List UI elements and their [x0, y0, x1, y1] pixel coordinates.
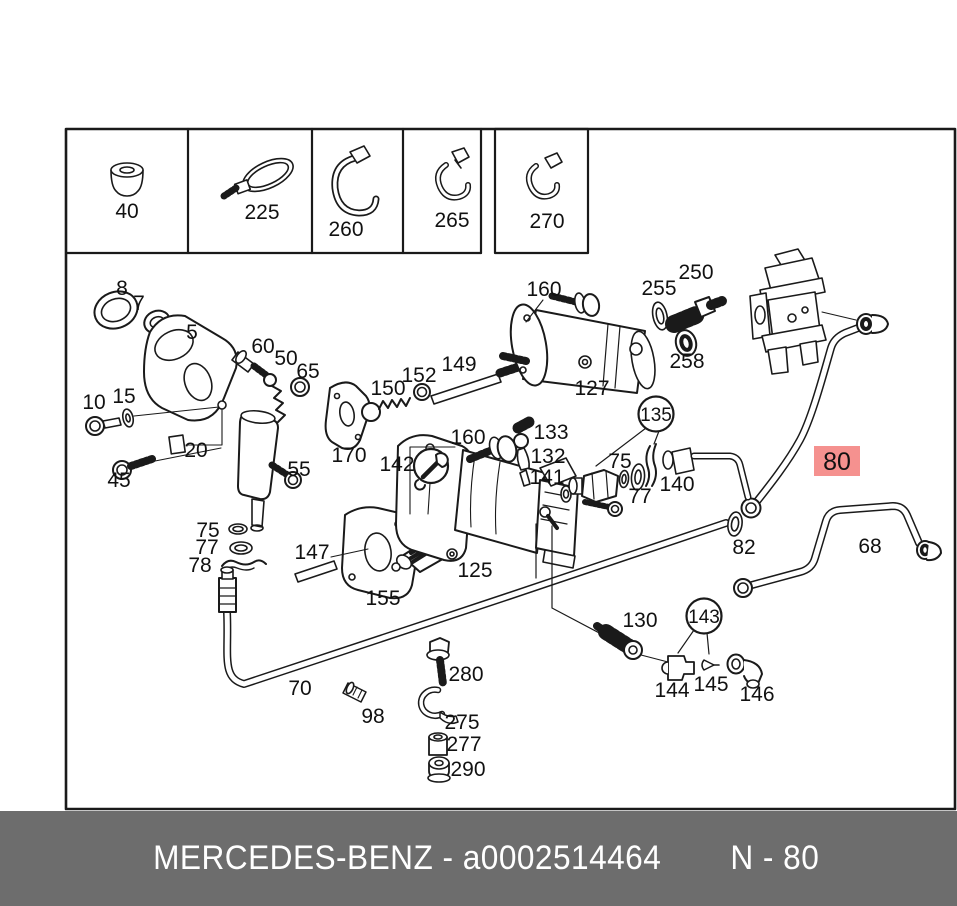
part-label-277[interactable]: 277	[446, 733, 482, 756]
fitting-250	[674, 297, 722, 324]
clamp-265-icon	[438, 148, 469, 198]
part-label-68[interactable]: 68	[858, 535, 882, 558]
cone-145	[702, 660, 719, 670]
part-label-45[interactable]: 45	[107, 469, 131, 492]
nut-290	[428, 757, 450, 782]
part-label-225[interactable]: 225	[244, 201, 280, 224]
clamp-260-icon	[335, 146, 376, 213]
part-label-125[interactable]: 125	[457, 559, 493, 582]
part-label-55[interactable]: 55	[287, 458, 311, 481]
cable-tie-225-icon	[224, 152, 298, 198]
part-label-80[interactable]: 80	[823, 448, 851, 476]
part-label-258[interactable]: 258	[669, 350, 705, 373]
part-label-140[interactable]: 140	[659, 473, 695, 496]
part-label-135[interactable]: 135	[640, 405, 672, 426]
part-label-5[interactable]: 5	[186, 321, 198, 344]
caption-sheet-ref: N - 80	[730, 839, 820, 877]
part-label-10[interactable]: 10	[82, 391, 106, 414]
part-label-144[interactable]: 144	[654, 679, 690, 702]
part-label-70[interactable]: 70	[288, 677, 312, 700]
bolt-280	[427, 638, 449, 684]
pipe-68	[734, 506, 941, 597]
part-label-150[interactable]: 150	[370, 377, 406, 400]
spacer-277	[429, 733, 447, 755]
part-label-50[interactable]: 50	[274, 347, 298, 370]
part-label-127[interactable]: 127	[574, 377, 610, 400]
part-label-250[interactable]: 250	[678, 261, 714, 284]
bolt-10	[86, 417, 121, 435]
washer-15	[121, 408, 135, 428]
part-label-65[interactable]: 65	[296, 360, 320, 383]
part-label-75[interactable]: 75	[608, 450, 632, 473]
part-label-142[interactable]: 142	[379, 453, 415, 476]
part-label-7[interactable]: 7	[133, 292, 145, 315]
part-label-40[interactable]: 40	[115, 200, 139, 223]
part-label-78[interactable]: 78	[188, 554, 212, 577]
part-label-290[interactable]: 290	[450, 758, 486, 781]
part-label-260[interactable]: 260	[328, 218, 364, 241]
part-label-77[interactable]: 77	[628, 485, 652, 508]
clip-144	[662, 656, 694, 680]
grommet-40-icon	[111, 163, 143, 196]
part-label-160[interactable]: 160	[450, 426, 486, 449]
ring-82	[726, 511, 743, 537]
part-label-15[interactable]: 15	[112, 385, 136, 408]
part-label-20[interactable]: 20	[184, 439, 208, 462]
part-label-170[interactable]: 170	[331, 444, 367, 467]
part-label-75[interactable]: 75	[196, 519, 220, 542]
part-label-255[interactable]: 255	[641, 277, 677, 300]
part-label-60[interactable]: 60	[251, 335, 275, 358]
part-label-132[interactable]: 132	[530, 445, 566, 468]
part-label-147[interactable]: 147	[294, 541, 330, 564]
caption-bar	[0, 811, 957, 906]
part-label-143[interactable]: 143	[688, 607, 720, 628]
part-label-275[interactable]: 275	[444, 711, 480, 734]
part-label-280[interactable]: 280	[448, 663, 484, 686]
part-label-82[interactable]: 82	[732, 536, 756, 559]
shim-20	[169, 435, 185, 454]
caption-brand-part: MERCEDES-BENZ - a0002514464	[153, 839, 662, 877]
part-label-146[interactable]: 146	[739, 683, 775, 706]
part-label-265[interactable]: 265	[434, 209, 470, 232]
part-label-145[interactable]: 145	[693, 673, 729, 696]
part-label-98[interactable]: 98	[361, 705, 385, 728]
valve-assembly	[750, 249, 856, 374]
sleeve-98	[343, 681, 366, 702]
part-label-270[interactable]: 270	[529, 210, 565, 233]
part-label-160[interactable]: 160	[526, 278, 562, 301]
part-label-149[interactable]: 149	[441, 353, 477, 376]
part-label-155[interactable]: 155	[365, 587, 401, 610]
clip-140	[646, 444, 656, 486]
clamp-270-icon	[529, 153, 562, 197]
part-label-133[interactable]: 133	[533, 421, 569, 444]
parts-table	[66, 129, 588, 253]
part-label-77[interactable]: 77	[195, 536, 219, 559]
part-label-130[interactable]: 130	[622, 609, 658, 632]
part-label-152[interactable]: 152	[401, 364, 437, 387]
part-label-141[interactable]: 141	[529, 466, 565, 489]
part-label-8[interactable]: 8	[116, 277, 128, 300]
